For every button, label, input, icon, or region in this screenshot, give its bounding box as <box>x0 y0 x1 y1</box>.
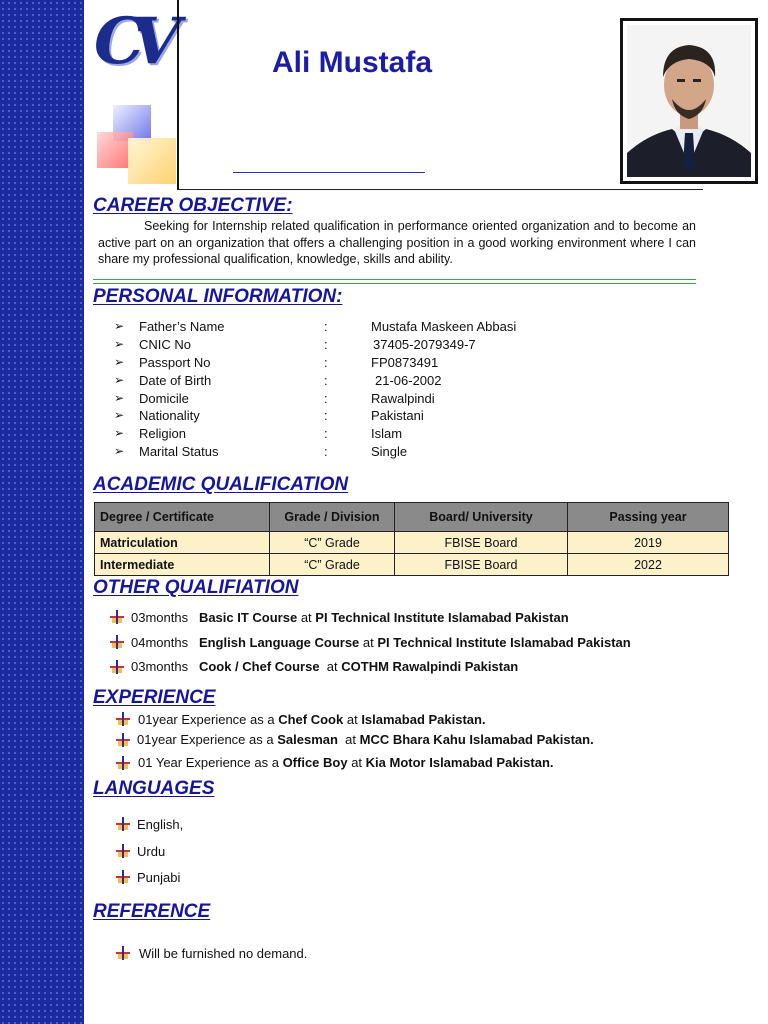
institute-name: COTHM Rawalpindi Pakistan <box>341 659 519 674</box>
section-divider <box>93 279 696 284</box>
field-label: Nationality <box>139 408 200 424</box>
bullet-icon <box>116 756 130 770</box>
list-item <box>131 610 569 625</box>
course-name: Cook / Chef Course <box>198 659 320 674</box>
column-header: Board/ University <box>395 503 568 532</box>
field-value: Islam <box>371 426 403 442</box>
duration: 03months <box>131 659 189 674</box>
role: Chef Cook <box>278 712 344 727</box>
list-item <box>114 337 614 355</box>
field-label: Marital Status <box>139 444 219 460</box>
bullet-icon <box>116 712 130 726</box>
personal-information-list <box>114 319 614 462</box>
academic-qualification-heading: ACADEMIC QUALIFICATION <box>93 474 349 495</box>
course-name: Basic IT Course <box>198 610 298 625</box>
profile-photo <box>627 25 751 177</box>
experience-prefix: 01 Year Experience as a <box>138 755 279 770</box>
table-cell: Intermediate <box>95 554 270 576</box>
connector: at <box>346 712 358 727</box>
colon: : <box>324 408 328 424</box>
duration: 04months <box>131 635 189 650</box>
connector: at <box>362 635 374 650</box>
field-value: FP0873491 <box>371 354 439 370</box>
duration: 03months <box>131 610 189 625</box>
reference-text: Will be furnished no demand. <box>139 946 308 961</box>
column-header: Grade / Division <box>270 503 395 532</box>
other-qualification-heading: OTHER QUALIFIATION <box>93 577 299 598</box>
arrow-bullet-icon: ➢ <box>114 426 125 441</box>
field-label: Domicile <box>139 390 189 406</box>
bullet-icon <box>116 817 130 831</box>
table-cell: 2022 <box>568 554 729 576</box>
list-item <box>131 659 518 674</box>
field-label: Passport No <box>139 354 211 370</box>
table-cell: “C” Grade <box>270 532 395 554</box>
field-label: Father’s Name <box>139 319 225 334</box>
list-item <box>138 712 486 727</box>
decorative-sidebar <box>0 0 84 1024</box>
list-item <box>131 635 631 650</box>
table-row <box>95 532 729 554</box>
arrow-bullet-icon: ➢ <box>114 372 125 387</box>
profile-photo-frame <box>620 18 758 184</box>
institute-name: PI Technical Institute Islamabad Pakistan <box>377 635 631 650</box>
table-cell: FBISE Board <box>395 554 568 576</box>
header-rule <box>178 189 703 190</box>
arrow-bullet-icon: ➢ <box>114 336 125 351</box>
field-value: Pakistani <box>371 408 424 424</box>
list-item <box>114 319 614 337</box>
table-row <box>95 554 729 576</box>
field-label: CNIC No <box>139 336 192 352</box>
language-item: English, <box>137 817 184 832</box>
table-cell: 2019 <box>568 532 729 554</box>
arrow-bullet-icon: ➢ <box>114 354 125 369</box>
field-value: 37405-2079349-7 <box>373 336 476 352</box>
bullet-icon <box>110 610 124 624</box>
languages-heading: LANGUAGES <box>93 778 215 799</box>
academic-table <box>94 502 729 576</box>
place: MCC Bhara Kahu Islamabad Pakistan. <box>359 732 594 747</box>
colon: : <box>324 426 328 442</box>
candidate-name: Ali Mustafa <box>272 46 433 79</box>
column-header: Passing year <box>568 503 729 532</box>
cv-logo-text: CV <box>94 4 167 79</box>
place: Kia Motor Islamabad Pakistan. <box>365 755 554 770</box>
list-item <box>114 426 614 444</box>
language-item: Urdu <box>137 844 166 859</box>
table-cell: FBISE Board <box>395 532 568 554</box>
colon: : <box>324 390 328 406</box>
field-value: Rawalpindi <box>371 390 435 406</box>
list-item <box>114 391 614 409</box>
table-cell: “C” Grade <box>270 554 395 576</box>
bullet-icon <box>116 844 130 858</box>
cv-logo <box>94 4 174 100</box>
bullet-icon <box>110 660 124 674</box>
role: Salesman <box>277 732 338 747</box>
column-header: Degree / Certificate <box>95 503 270 532</box>
field-value: Mustafa Maskeen Abbasi <box>371 319 517 334</box>
list-item <box>114 408 614 426</box>
experience-prefix: 01year Experience as a <box>138 712 275 727</box>
list-item <box>137 732 594 747</box>
course-name: English Language Course <box>198 635 360 650</box>
reference-heading: REFERENCE <box>93 901 211 922</box>
role: Office Boy <box>282 755 348 770</box>
colon: : <box>324 354 328 370</box>
bullet-icon <box>116 733 130 747</box>
list-item <box>114 444 614 462</box>
header-vertical-rule <box>177 0 179 190</box>
experience-prefix: 01year Experience as a <box>137 732 274 747</box>
list-item <box>114 373 614 391</box>
field-label: Date of Birth <box>139 372 212 388</box>
bullet-icon <box>110 635 124 649</box>
table-cell: Matriculation <box>95 532 270 554</box>
place: Islamabad Pakistan. <box>361 712 486 727</box>
colon: : <box>324 444 328 460</box>
connector: at <box>351 755 363 770</box>
list-item <box>114 355 614 373</box>
table-header-row <box>95 503 729 532</box>
arrow-bullet-icon: ➢ <box>114 390 125 405</box>
connector: at <box>300 610 312 625</box>
list-item <box>138 755 554 770</box>
field-label: Religion <box>139 426 186 442</box>
institute-name: PI Technical Institute Islamabad Pakistan <box>315 610 569 625</box>
name-underline <box>233 172 425 173</box>
colon: : <box>324 372 328 388</box>
field-value: Single <box>371 444 408 460</box>
bullet-icon <box>116 946 130 960</box>
personal-information-heading: PERSONAL INFORMATION: <box>93 286 343 307</box>
field-value: 21-06-2002 <box>375 372 442 388</box>
career-objective-text: Seeking for Internship related qualification in performance oriented organization and to become an active part on an organization that offers a challenging position in a good working environment where I can share my professional qualification, knowledge, skills and ability. <box>98 219 696 266</box>
arrow-bullet-icon: ➢ <box>114 408 125 423</box>
bullet-icon <box>116 870 130 884</box>
connector: at <box>345 732 356 747</box>
career-objective-heading: CAREER OBJECTIVE: <box>93 195 293 216</box>
connector: at <box>326 659 338 674</box>
language-item: Punjabi <box>137 870 181 885</box>
arrow-bullet-icon: ➢ <box>114 319 125 333</box>
experience-heading: EXPERIENCE <box>93 687 216 708</box>
colon: : <box>324 336 328 352</box>
arrow-bullet-icon: ➢ <box>114 444 125 459</box>
decorative-square-yellow <box>128 138 176 184</box>
colon: : <box>324 319 328 334</box>
